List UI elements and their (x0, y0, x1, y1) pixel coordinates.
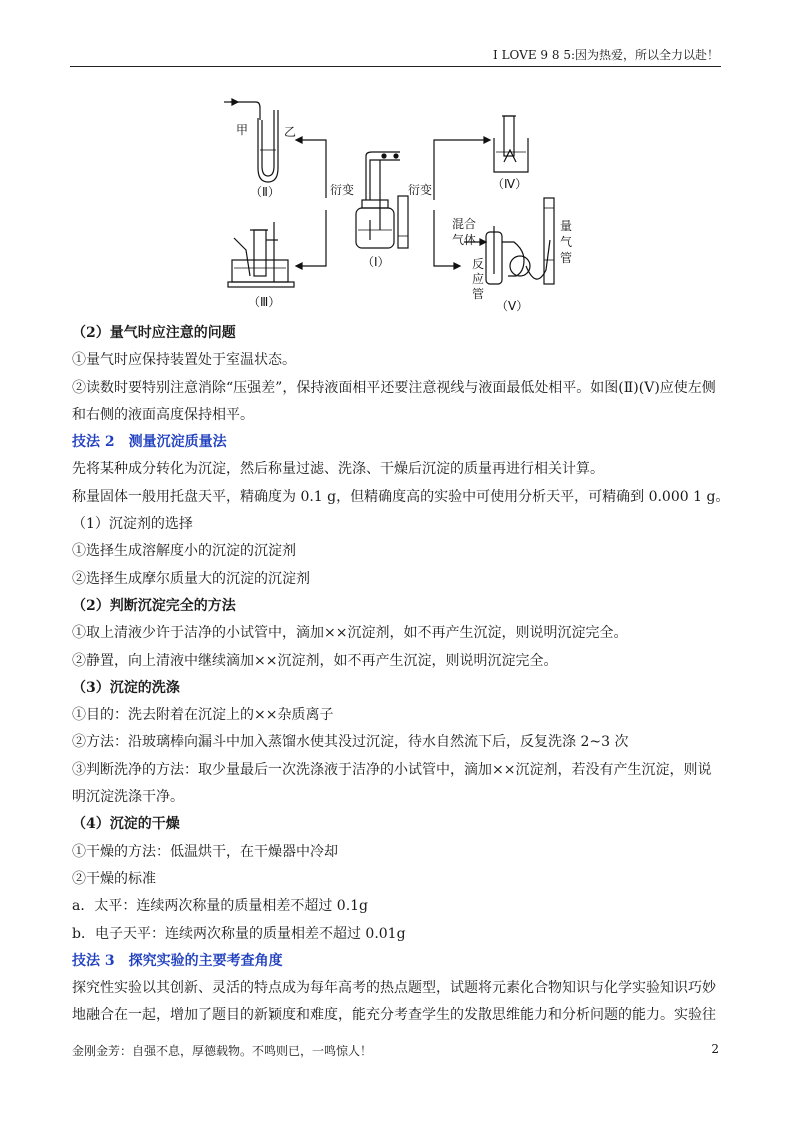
subheading-washing: （3）沉淀的洗涤 (72, 679, 180, 696)
label-apparatus-v: （Ⅴ） (496, 299, 529, 313)
label-fan: 反 (472, 257, 485, 271)
label-yi: 乙 (284, 125, 297, 139)
subheading-precipitant: （1）沉淀剂的选择 (72, 516, 193, 533)
label-jia: 甲 (236, 123, 249, 137)
label-qiti: 气体 (452, 233, 477, 247)
apparatus-svg (210, 90, 580, 320)
arrow-to-iii (302, 210, 326, 266)
footer-motto: 金刚金芳：自强不息，厚德载物。不鸣则已，一鸣惊人！ (72, 1044, 373, 1058)
u-tube-apparatus-ii (224, 99, 278, 182)
arrow-to-ii (302, 140, 326, 198)
paragraph: ①量气时应保持装置处于室温状态。 (72, 352, 296, 369)
page-number: 2 (711, 1042, 719, 1056)
paragraph: ③判断洗净的方法：取少量最后一次洗涤液于洁净的小试管中，滴加××沉淀剂，若没有产生沉淀，则说明沉淀洗涤干净。 (72, 761, 712, 806)
label-liang: 量 (560, 219, 573, 233)
paragraph: b．电子天平：连续两次称量的质量相差不超过 0.01g (72, 925, 406, 942)
trough-apparatus-iii (228, 222, 294, 287)
paragraph: ①目的：洗去附着在沉淀上的××杂质离子 (72, 707, 334, 724)
label-apparatus-iii: （Ⅲ） (248, 295, 281, 309)
label-apparatus-ii: （Ⅱ） (250, 185, 280, 199)
paragraph: a．太平：连续两次称量的质量相差不超过 0.1g (72, 898, 369, 915)
paragraph: ②选择生成摩尔质量大的沉淀的沉淀剂 (72, 570, 310, 587)
label-yanbian-left: 衍变 (330, 183, 355, 197)
label-guan2: 管 (560, 251, 573, 265)
paragraph: ②静置，向上清液中继续滴加××沉淀剂，如不再产生沉淀，则说明沉淀完全。 (72, 652, 558, 669)
technique-heading-3: 技法 3 探究实验的主要考查角度 (72, 952, 283, 969)
paragraph: ②读数时要特别注意消除“压强差”，保持液面相平还要注意视线与液面最低处相平。如图(Ⅱ)(Ⅴ)应使左侧和右侧的液面高度保持相平。 (72, 379, 716, 423)
apparatus-diagram (210, 90, 580, 320)
subheading-gas-measurement: （2）量气时应注意的问题 (72, 325, 236, 341)
paragraph: ①选择生成溶解度小的沉淀的沉淀剂 (72, 543, 296, 560)
arrow-to-v (434, 210, 454, 266)
label-apparatus-i: （Ⅰ） (362, 255, 390, 269)
arrow-to-iv (434, 140, 484, 200)
technique-heading-2: 技法 2 测量沉淀质量法 (72, 434, 227, 451)
header-divider (70, 66, 721, 67)
label-guan: 管 (472, 287, 485, 301)
label-yanbian-right: 衍变 (408, 183, 433, 197)
paragraph: 探究性实验以其创新、灵活的特点成为每年高考的热点题型，试题将元素化合物知识与化学实验知识巧妙地融合在一起，增加了题目的新颖度和难度，能充分考查学生的发散思维能力和分析问题的能力。实验往 (72, 980, 716, 1024)
paragraph: ②干燥的标准 (72, 870, 156, 887)
label-ying: 应 (472, 272, 485, 286)
paragraph: 先将某种成分转化为沉淀，然后称量过滤、洗涤、干燥后沉淀的质量再进行相关计算。 (72, 461, 604, 478)
label-hunhe: 混合 (452, 217, 477, 231)
header-slogan: I LOVE 9 8 5:因为热爱，所以全力以赴！ (493, 48, 719, 62)
paragraph: ①干燥的方法：低温烘干，在干燥器中冷却 (72, 843, 338, 860)
body-text (72, 320, 730, 1030)
paragraph: ②方法：沿玻璃棒向漏斗中加入蒸馏水使其没过沉淀，待水自然流下后，反复洗涤 2~3 次 (72, 734, 629, 751)
subheading-drying: （4）沉淀的干燥 (72, 816, 180, 833)
subheading-complete-precipitation: （2）判断沉淀完全的方法 (72, 597, 236, 614)
gas-bottle-apparatus-i (356, 152, 408, 248)
label-apparatus-iv: （Ⅳ） (492, 177, 528, 191)
label-qi: 气 (560, 235, 573, 249)
beaker-apparatus-iv (494, 116, 528, 172)
paragraph: 称量固体一般用托盘天平，精确度为 0.1 g，但精确度高的实验中可使用分析天平，可精确到 0.000 1 g。 (72, 488, 730, 505)
paragraph: ①取上清液少许于洁净的小试管中，滴加××沉淀剂，如不再产生沉淀，则说明沉淀完全。 (72, 625, 628, 642)
